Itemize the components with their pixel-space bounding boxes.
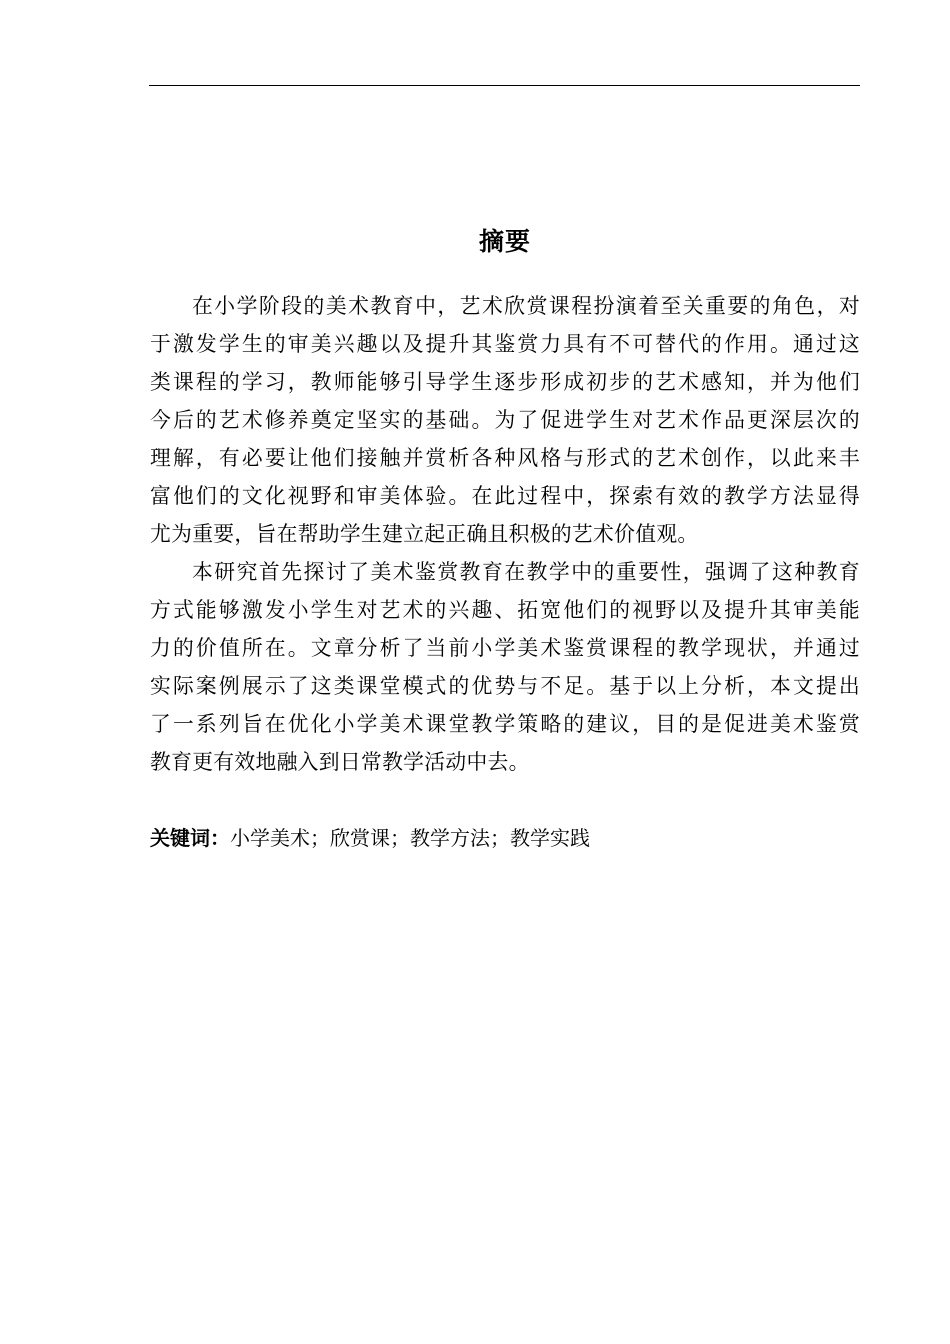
keywords-list: 小学美术；欣赏课；教学方法；教学实践 xyxy=(230,826,590,850)
paragraph-line: 在小学阶段的美术教育中，艺术欣赏课程扮演着至关重要的角色，对 xyxy=(192,294,860,318)
keywords-label: 关键词： xyxy=(150,826,230,850)
paragraph-line: 方式能够激发小学生对艺术的兴趣、拓宽他们的视野以及提升其审美能 xyxy=(150,598,860,622)
abstract-paragraph-2 xyxy=(150,553,860,781)
abstract-body xyxy=(150,287,860,781)
paragraph-line: 于激发学生的审美兴趣以及提升其鉴赏力具有不可替代的作用。通过这 xyxy=(150,332,860,356)
paragraph-line: 实际案例展示了这类课堂模式的优势与不足。基于以上分析，本文提出 xyxy=(150,674,860,698)
paragraph-line: 尤为重要，旨在帮助学生建立起正确且积极的艺术价值观。 xyxy=(150,522,699,546)
abstract-paragraph-1 xyxy=(150,287,860,553)
paragraph-line: 力的价值所在。文章分析了当前小学美术鉴赏课程的教学现状，并通过 xyxy=(150,636,860,660)
paragraph-line: 今后的艺术修养奠定坚实的基础。为了促进学生对艺术作品更深层次的 xyxy=(150,408,860,432)
paragraph-line: 富他们的文化视野和审美体验。在此过程中，探索有效的教学方法显得 xyxy=(150,484,860,508)
paragraph-line: 类课程的学习，教师能够引导学生逐步形成初步的艺术感知，并为他们 xyxy=(150,370,860,394)
paragraph-line: 教育更有效地融入到日常教学活动中去。 xyxy=(150,750,530,774)
paragraph-line: 了一系列旨在优化小学美术课堂教学策略的建议，目的是促进美术鉴赏 xyxy=(150,712,860,736)
keywords-line xyxy=(150,819,860,857)
paragraph-line: 本研究首先探讨了美术鉴赏教育在教学中的重要性，强调了这种教育 xyxy=(192,560,860,584)
paragraph-line: 理解，有必要让他们接触并赏析各种风格与形式的艺术创作，以此来丰 xyxy=(150,446,860,470)
header-rule xyxy=(149,85,860,86)
abstract-title: 摘要 xyxy=(478,227,531,256)
